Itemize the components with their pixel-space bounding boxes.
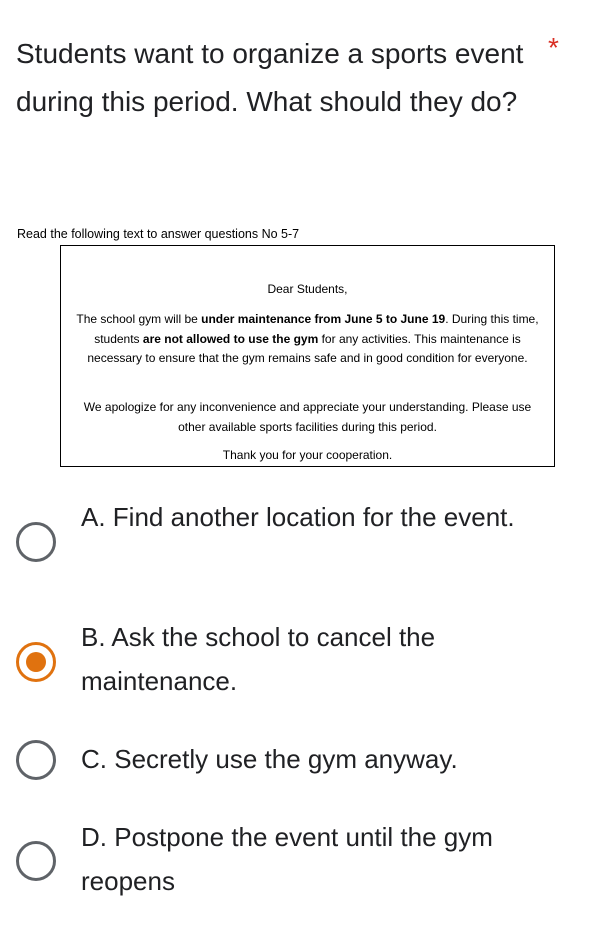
reading-instruction: Read the following text to answer questions No 5-7 [17,227,300,241]
notice-text: The school gym will be [76,312,202,326]
required-marker: * [548,32,559,63]
notice-text: for any activities. This maintenance is necessary to ensure that the gym remains safe and in good condition for everyone. [87,331,528,365]
radio-dot-icon [26,652,46,672]
radio-button-d[interactable] [16,841,56,881]
notice-image [60,245,555,467]
question-title: Students want to organize a sports event during this period. What should they do? [16,38,524,117]
notice-emphasis: under maintenance from June 5 to June 19 [201,312,446,326]
radio-button-b[interactable] [16,642,56,682]
notice-emphasis: are not allowed to use the gym [142,331,319,346]
option-label-d[interactable]: D. Postpone the event until the gym reopens [81,822,493,896]
option-label-b[interactable]: B. Ask the school to cancel the maintenance. [81,622,436,696]
notice-paragraph-2: We apologize for any inconvenience and appreciate your understanding. Please use other available sports facilities during this period. [83,400,532,434]
notice-paragraph-1 [69,310,546,369]
option-label-a[interactable]: A. Find another location for the event. [81,502,515,532]
notice-text: . During this time, students [94,312,539,346]
radio-button-c[interactable] [16,740,56,780]
option-label-c[interactable]: C. Secretly use the gym anyway. [81,744,458,774]
notice-greeting: Dear Students, [267,282,348,296]
radio-button-a[interactable] [16,522,56,562]
notice-closing: Thank you for your cooperation. [222,448,393,462]
